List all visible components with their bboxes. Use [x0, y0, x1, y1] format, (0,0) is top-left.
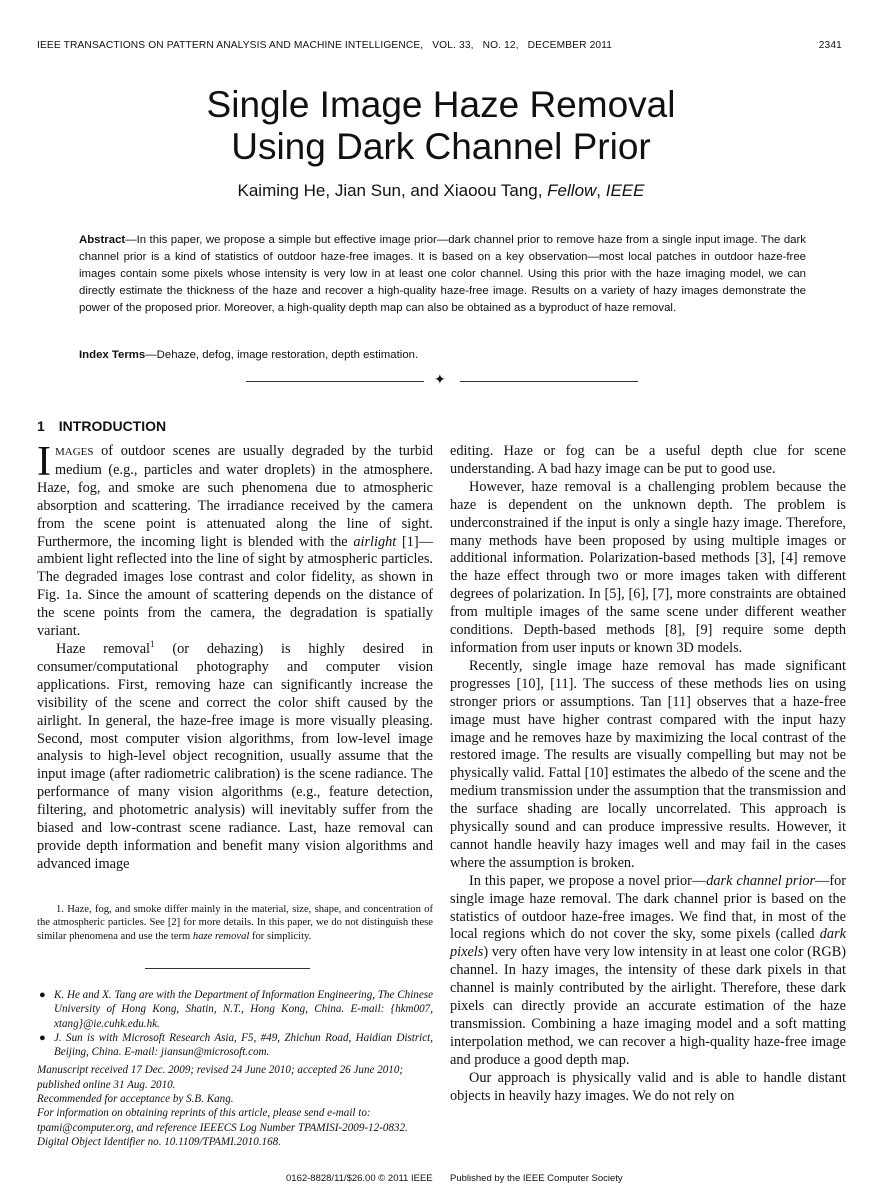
text-span: of outdoor scenes are usually degraded by the turbid medium (e.g., particles and water droplets) in the atmosphere. Haze, fog, and smoke are such phenomena due to atmospheric absorption and scattering. The irradiance received by the camera from the scene point is attenuated along the line of sight. Furthermore, the incoming light is blended with the	[37, 443, 433, 550]
airlight-term: airlight	[353, 533, 397, 550]
small-caps-lead: MAGES	[55, 446, 94, 458]
italic-span: haze removal	[192, 930, 250, 942]
running-head	[37, 40, 842, 51]
divider-line-left	[246, 381, 424, 382]
drop-cap: I	[37, 439, 51, 485]
doi: Digital Object Identifier no. 10.1109/TPAMI.2010.168.	[37, 1135, 281, 1148]
text-span: Haze removal	[56, 640, 151, 657]
abstract-label: Abstract	[79, 234, 126, 246]
index-terms-label: Index Terms	[79, 349, 146, 361]
affiliation-item	[37, 1031, 433, 1060]
divider-line-right	[460, 381, 638, 382]
text-span: [1]—ambient light reflected into the line of sight by atmospheric particles. The degraded images lose contrast and color fidelity, as shown in Fig. 1a. Since the amount of scattering depends on the distance of the scene points from the camera, the degradation is spatially variant.	[37, 533, 433, 640]
intro-paragraph-2	[37, 641, 433, 874]
index-terms	[79, 347, 806, 364]
title-line-2: Using Dark Channel Prior	[231, 126, 651, 167]
section-heading	[37, 418, 166, 434]
text-span: J. Sun is with Microsoft Research Asia, F5, #49, Zhichun Road, Haidian District, Beijing, China. E-mail: jiansun@microsoft.com.	[54, 1031, 433, 1059]
intro-paragraph-1	[37, 439, 433, 641]
affiliation-item	[37, 988, 433, 1031]
fellow-label: Fellow	[547, 181, 597, 200]
affiliation-block	[37, 988, 433, 1149]
footnote-marker: 1	[150, 639, 155, 650]
section-number: 1	[37, 418, 45, 434]
right-paragraph-5: Our approach is physically valid and is able to handle distant objects in heavily hazy images. We do not rely on	[450, 1069, 846, 1104]
footnote-rule	[145, 968, 310, 969]
page-number: 2341	[818, 40, 842, 51]
footnote	[37, 903, 433, 943]
text-span: In this paper, we propose a novel prior—	[469, 872, 707, 889]
text-span: K. He and X. Tang are with the Department of Information Engineering, The Chinese University of Hong Kong, Shatin, N.T., Hong Kong, China. E-mail: {hkm007, xtang}@ie.cuhk.edu.hk.	[54, 989, 433, 1030]
author-names: Kaiming He, Jian Sun, and Xiaoou Tang,	[237, 181, 548, 200]
bullet-icon: ●	[39, 989, 46, 1001]
text-span: (or dehazing) is highly desired in consumer/computational photography and computer vision applications. First, removing haze can significantly increase the visibility of the scene and correct the color shift caused by the airlight. In general, the haze-free image is more visually pleasing. Second, most computer vision algorithms, from low-level image analysis to high-level object recognition, usually assume that the input image (after radiometric calibration) is the scene radiance. The performance of many vision algorithms (e.g., feature detection, filtering, and photometric analysis) will inevitably suffer from the biased and low-contrast scene radiance. Last, haze removal can provide depth information and benefit many vision algorithms and advanced image	[37, 640, 433, 872]
section-title: INTRODUCTION	[58, 418, 167, 434]
manuscript-history: Manuscript received 17 Dec. 2009; revised 24 June 2010; accepted 26 June 2010; published online 31 Aug. 2010.	[37, 1064, 404, 1091]
title-line-1: Single Image Haze Removal	[206, 84, 676, 125]
left-column-body	[37, 439, 433, 889]
author-line	[0, 181, 882, 201]
section-divider	[246, 372, 638, 392]
paper-title	[0, 84, 882, 168]
right-paragraph-4	[450, 873, 846, 1070]
index-terms-text: —Dehaze, defog, image restoration, depth estimation.	[145, 349, 419, 361]
right-paragraph-1: editing. Haze or fog can be a useful depth clue for scene understanding. A bad hazy image can be put to good use.	[450, 443, 846, 477]
abstract-text: —In this paper, we propose a simple but effective image prior—dark channel prior to remove haze from a single input image. The dark channel prior is a kind of statistics of outdoor haze-free images. It is based on a key observation—most local patches in outdoor haze-free images contain some pixels whose intensity is very low in at least one color channel. Using this prior with the haze imaging model, we can directly estimate the thickness of the haze and recover a high-quality haze-free image. Results on a variety of hazy images demonstrate the power of the proposed prior. Moreover, a high-quality depth map can also be obtained as a byproduct of haze removal.	[79, 234, 806, 314]
abstract	[79, 232, 806, 317]
right-column-body	[450, 443, 846, 1163]
right-paragraph-2: However, haze removal is a challenging problem because the haze is dependent on the unknown depth. The problem is underconstrained if the input is only a single hazy image. Therefore, many methods have been proposed by using multiple images or additional information. Polarization-based methods [3], [4] remove the haze effect through two or more images taken with different degrees of polarization. In [5], [6], [7], more constraints are obtained from multiple images of the same scene under different weather conditions. Depth-based methods [8], [9] require some depth information from user inputs or known 3D models.	[450, 478, 846, 656]
right-paragraph-3: Recently, single image haze removal has made significant progresses [10], [11]. The success of these methods lies on using stronger priors or assumptions. Tan [11] observes that a haze-free image must have higher contrast compared with the input hazy image and he removes haze by maximizing the local contrast of the restored image. The results are visually compelling but may not be physically valid. Fattal [10] estimates the albedo of the scene and the medium transmission under the assumption that the transmission and the surface shading are locally uncorrelated. This approach is physically sound and can produce impressive results. However, it cannot handle heavily hazy images well and may fail in the cases where the assumption is broken.	[450, 657, 846, 871]
reprints-info: For information on obtaining reprints of this article, please send e-mail to: tpami@computer.org, and reference IEEECS Log Number TPAMISI-2009-12-0832.	[37, 1107, 408, 1134]
author-sep: ,	[596, 181, 606, 200]
bullet-icon: ●	[39, 1031, 46, 1044]
italic-span: dark channel prior	[706, 872, 816, 889]
publisher-line: Published by the IEEE Computer Society	[450, 1173, 623, 1184]
text-span: for simplicity.	[249, 930, 312, 942]
text-span: —for single image haze removal. The dark channel prior is based on the statistics of outdoor haze-free images. We find that, in most of the local regions which do not cover the sky, some pixels (called	[450, 872, 846, 943]
journal-header: IEEE TRANSACTIONS ON PATTERN ANALYSIS AND MACHINE INTELLIGENCE, VOL. 33, NO. 12, DECEMBER 2011	[37, 40, 613, 51]
italic-span: dark pixels	[450, 926, 846, 961]
text-span: ) very often have very low intensity in at least one color (RGB) channel. In hazy images, the intensity of these dark pixels in that channel is mainly contributed by the airlight. Therefore, these dark pixels can directly provide an accurate estimation of the haze transmission. Combining a haze imaging model and a soft matting interpolation method, we can recover a high-quality haze-free image and produce a good depth map.	[450, 944, 846, 1068]
recommended-by: Recommended for acceptance by S.B. Kang.	[37, 1093, 234, 1106]
copyright-line: 0162-8828/11/$26.00 © 2011 IEEE	[286, 1173, 433, 1184]
ieee-label: IEEE	[605, 181, 645, 200]
divider-star-icon: ✦	[434, 373, 446, 388]
text-span: 1. Haze, fog, and smoke differ mainly in the material, size, shape, and concentration of the atmospheric particles. See [2] for more details. In this paper, we do not distinguish these similar phenomena and use the term	[37, 904, 433, 942]
